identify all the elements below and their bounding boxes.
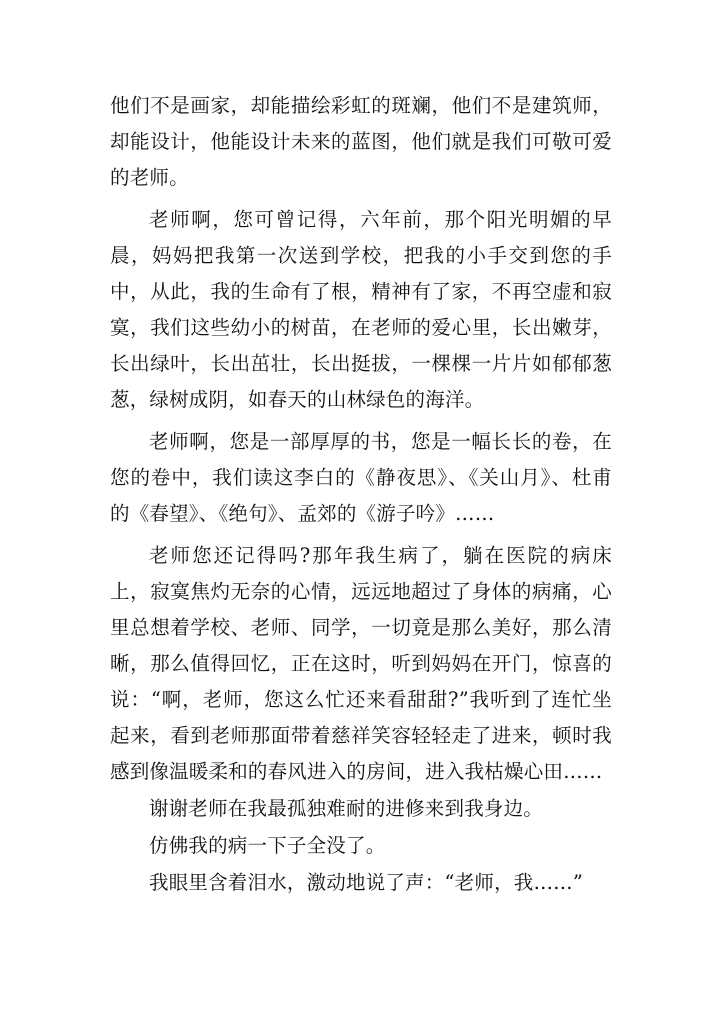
paragraph-7: 我眼里含着泪水，激动地说了声：“老师，我……” (149, 871, 584, 894)
paragraph-2: 老师啊，您可曾记得，六年前，那个阳光明媚的早晨，妈妈把我第一次送到学校，把我的小手交到您的手中，从此，我的生命有了根，精神有了家，不再空虚和寂寞，我们这些幼小的树苗，在老师的爱心里，长出嫩芽，长出绿叶，长出茁壮，长出挺拔，一棵棵一片片如郁郁葱葱，绿树成阴，如春天的山林绿色的海洋。 (110, 208, 612, 411)
paragraph-1: 他们不是画家，却能描绘彩虹的斑斓，他们不是建筑师，却能设计，他能设计未来的蓝图，他们就是我们可敬可爱的老师。 (110, 94, 612, 189)
paragraph-3: 老师啊，您是一部厚厚的书，您是一幅长长的卷，在您的卷中，我们读这李白的《静夜思》、《关山月》、杜甫的《春望》、《绝句》、孟郊的《游子吟》…… (110, 430, 612, 525)
essay-body (110, 88, 612, 901)
paragraph-5: 谢谢老师在我最孤独难耐的进修来到我身边。 (149, 797, 544, 820)
paragraph-4: 老师您还记得吗?那年我生病了，躺在医院的病床上，寂寞焦灼无奈的心情，远远地超过了身体的病痛，心里总想着学校、老师、同学，一切竟是那么美好，那么清晰，那么值得回忆，正在这时，听到妈妈在开门，惊喜的说：“啊，老师，您这么忙还来看甜甜?”我听到了连忙坐起来，看到老师那面带着慈祥笑容轻轻走了进来，顿时我感到像温暖柔和的春风进入的房间，进入我枯燥心田…… (110, 544, 612, 783)
paragraph-6: 仿佛我的病一下子全没了。 (149, 834, 386, 857)
